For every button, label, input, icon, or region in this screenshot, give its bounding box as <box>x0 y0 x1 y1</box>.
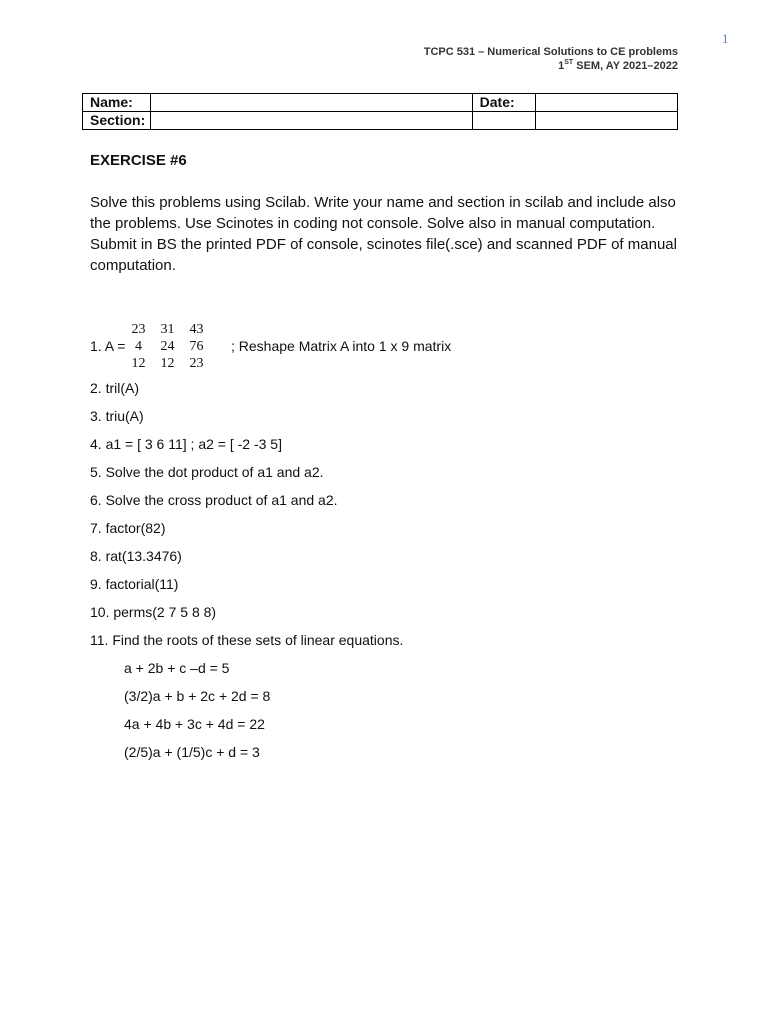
semester-number: 1 <box>558 60 565 72</box>
name-field <box>151 94 473 112</box>
matrix-row <box>127 321 214 338</box>
problem-5: 5. Solve the dot product of a1 and a2. <box>90 464 324 480</box>
problem-3: 3. triu(A) <box>90 408 144 424</box>
problem-7: 7. factor(82) <box>90 520 166 536</box>
matrix-cell: 76 <box>189 339 204 354</box>
course-title: TCPC 531 – Numerical Solutions to CE problems <box>423 46 678 58</box>
equation-1: a + 2b + c –d = 5 <box>124 660 230 676</box>
matrix-cell: 43 <box>189 322 204 337</box>
section-label: Section: <box>83 112 151 130</box>
matrix-row <box>127 338 214 355</box>
section-empty-cell <box>472 112 535 130</box>
section-row <box>83 112 678 130</box>
problem-2: 2. tril(A) <box>90 380 139 396</box>
problem-11: 11. Find the roots of these sets of linear equations. <box>90 632 404 648</box>
name-label: Name: <box>83 94 151 112</box>
equation-3: 4a + 4b + 3c + 4d = 22 <box>124 716 265 732</box>
problem-10: 10. perms(2 7 5 8 8) <box>90 604 217 620</box>
problem-1-label: 1. A = <box>90 338 126 354</box>
instructions-paragraph: Solve this problems using Scilab. Write your name and section in scilab and include also the problems. Use Scinotes in coding not console. Solve also in manual computation. Submit in BS the printed PDF of console, scinotes file(.sce) and scanned PDF of manual computation. <box>90 194 677 274</box>
semester-text: SEM, AY 2021–2022 <box>573 60 678 72</box>
name-row <box>83 94 678 112</box>
problem-4: 4. a1 = [ 3 6 11] ; a2 = [ -2 -3 5] <box>90 436 282 452</box>
course-header <box>424 45 678 73</box>
exercise-title: EXERCISE #6 <box>90 152 187 169</box>
matrix-a <box>127 321 214 372</box>
matrix-cell: 31 <box>160 322 175 337</box>
semester-line <box>424 59 678 73</box>
date-label: Date: <box>472 94 535 112</box>
matrix-cell: 12 <box>131 356 146 371</box>
matrix-row <box>127 355 214 372</box>
matrix-cell: 23 <box>131 322 146 337</box>
matrix-cell: 23 <box>189 356 204 371</box>
date-field <box>535 94 677 112</box>
equation-4: (2/5)a + (1/5)c + d = 3 <box>124 744 260 760</box>
matrix-cell: 12 <box>160 356 175 371</box>
equation-2: (3/2)a + b + 2c + 2d = 8 <box>124 688 271 704</box>
section-field <box>151 112 473 130</box>
page-number: 1 <box>722 31 729 46</box>
problem-6: 6. Solve the cross product of a1 and a2. <box>90 492 338 508</box>
problem-1-instruction: ; Reshape Matrix A into 1 x 9 matrix <box>231 338 452 354</box>
matrix-cell: 4 <box>135 339 142 354</box>
student-info-table <box>82 93 678 130</box>
problem-9: 9. factorial(11) <box>90 576 179 592</box>
problem-8: 8. rat(13.3476) <box>90 548 182 564</box>
matrix-cell: 24 <box>160 339 175 354</box>
semester-suffix: ST <box>564 59 574 66</box>
section-empty-cell-2 <box>535 112 677 130</box>
